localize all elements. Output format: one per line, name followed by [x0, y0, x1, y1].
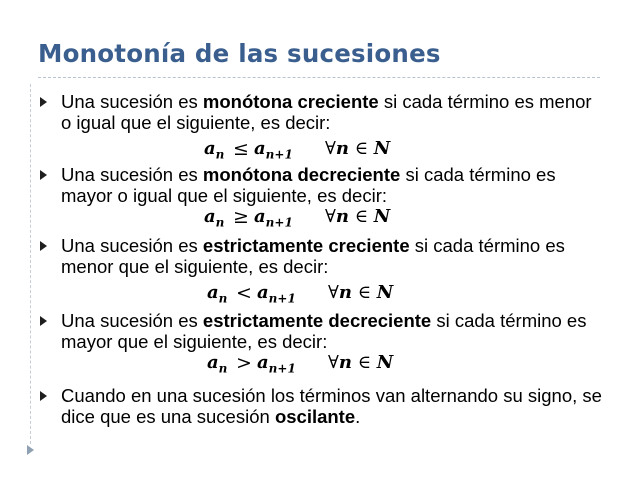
title-divider — [38, 77, 600, 78]
term-highlight: monótona decreciente — [202, 164, 401, 185]
term-highlight: oscilante — [274, 406, 356, 427]
term-highlight: estrictamente creciente — [202, 235, 410, 256]
left-margin-line — [30, 84, 31, 444]
definition-monotona-creciente: Una sucesión es monótona creciente si cada término es menor o igual que el siguiente, es decir: — [61, 91, 592, 133]
term-highlight: estrictamente decreciente — [202, 310, 432, 331]
definition-monotona-decreciente: Una sucesión es monótona decreciente si cada término es mayor o igual que el siguiente, es decir: — [61, 164, 556, 206]
definition-estrictamente-decreciente: Una sucesión es estrictamente decreciente si cada término es mayor que el siguiente, es decir: — [61, 310, 587, 352]
definition-estrictamente-creciente: Una sucesión es estrictamente creciente si cada término es menor que el siguiente, es decir: — [61, 235, 565, 277]
bullet-arrow-icon — [40, 316, 47, 326]
bullet-arrow-icon — [40, 241, 47, 251]
slide-title: Monotonía de las sucesiones — [38, 39, 441, 68]
bullet-arrow-icon — [40, 391, 47, 401]
bullet-arrow-icon — [40, 97, 47, 107]
bullet-arrow-icon — [40, 170, 47, 180]
term-highlight: monótona creciente — [202, 91, 379, 112]
definition-oscilante: Cuando en una sucesión los términos van alternando su signo, se dice que es una sucesión oscilante. — [61, 385, 602, 427]
slide-arrow-icon — [27, 445, 34, 455]
